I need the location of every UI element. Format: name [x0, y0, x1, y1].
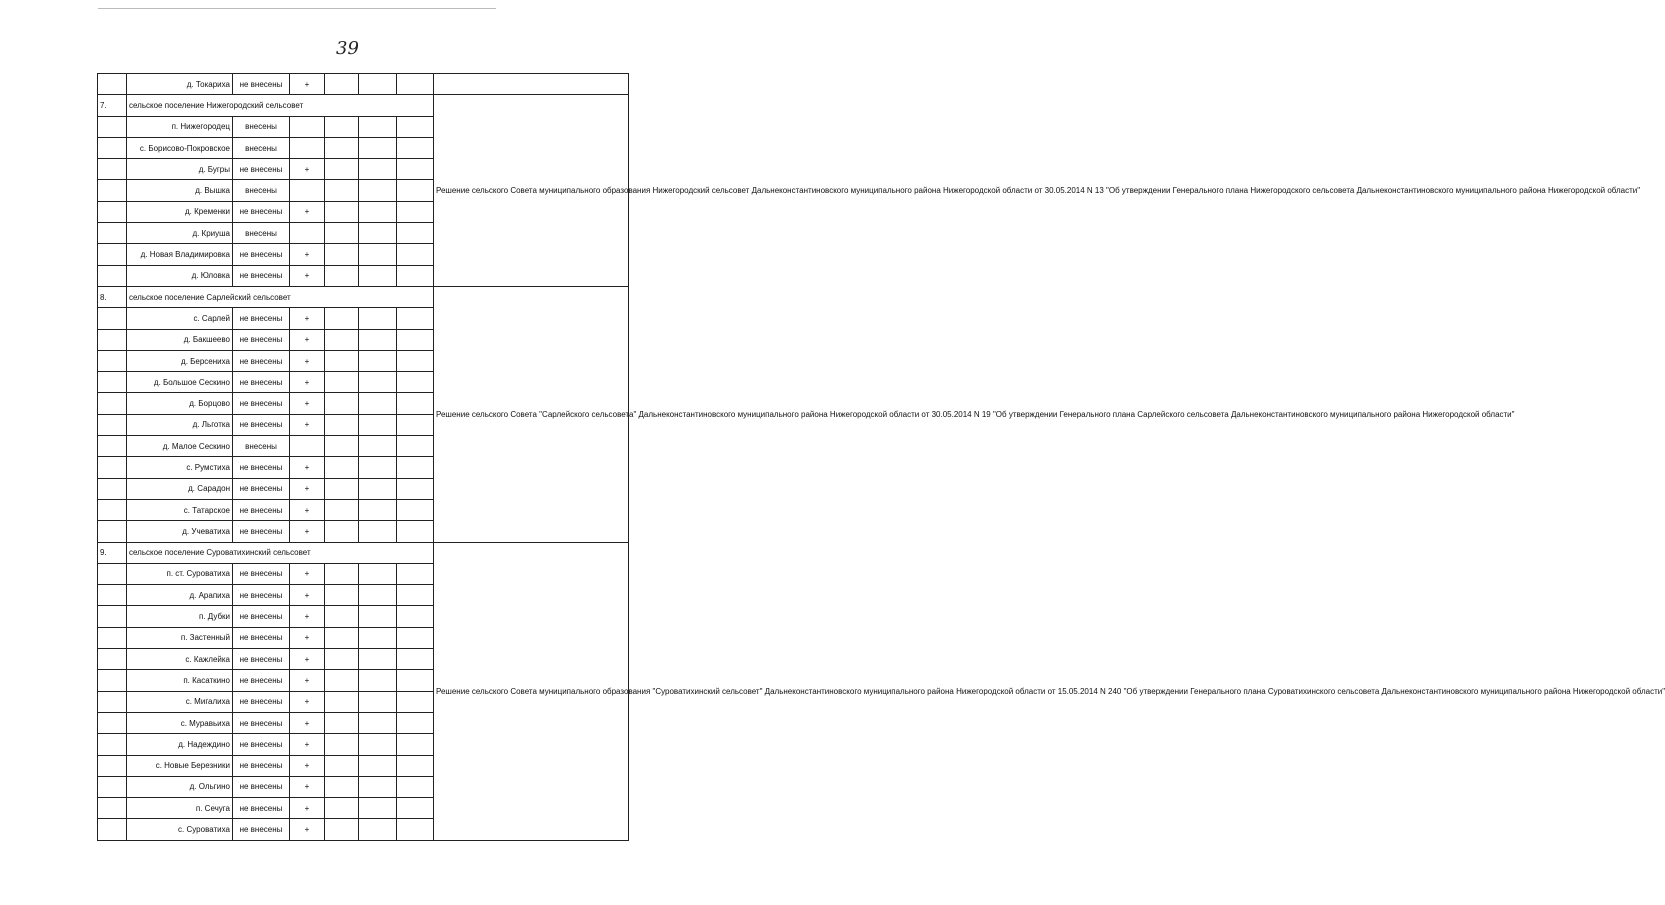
mark-cell: + [290, 74, 325, 95]
status-cell: внесены [233, 436, 290, 457]
locality-name: с. Румстиха [127, 457, 233, 478]
mark-cell: + [290, 265, 325, 286]
empty-cell [325, 244, 359, 265]
empty-cell [359, 712, 397, 733]
status-cell: не внесены [233, 329, 290, 350]
empty-cell [359, 606, 397, 627]
empty-cell [325, 478, 359, 499]
empty-cell [359, 436, 397, 457]
empty-cell [325, 457, 359, 478]
empty-cell [325, 308, 359, 329]
empty-cell [359, 521, 397, 542]
mark-cell: + [290, 457, 325, 478]
mark-cell: + [290, 627, 325, 648]
row-number-cell [98, 627, 127, 648]
empty-cell [325, 265, 359, 286]
empty-cell [359, 819, 397, 840]
empty-cell [359, 649, 397, 670]
section-header-row [98, 286, 629, 307]
status-cell: не внесены [233, 521, 290, 542]
empty-cell [397, 649, 434, 670]
row-number-cell [98, 308, 127, 329]
empty-cell [325, 74, 359, 95]
row-number-cell [98, 350, 127, 371]
row-number-cell [98, 457, 127, 478]
mark-cell: + [290, 329, 325, 350]
section-number: 8. [98, 286, 127, 307]
section-header-row [98, 95, 629, 116]
settlement-name: сельское поселение Сарлейский сельсовет [127, 286, 434, 307]
row-number-cell [98, 755, 127, 776]
locality-name: д. Берсениха [127, 350, 233, 371]
empty-cell [325, 691, 359, 712]
mark-cell: + [290, 819, 325, 840]
empty-cell [325, 223, 359, 244]
mark-cell: + [290, 606, 325, 627]
mark-cell [290, 436, 325, 457]
locality-name: п. Касаткино [127, 670, 233, 691]
empty-cell [397, 798, 434, 819]
locality-name: д. Борцово [127, 393, 233, 414]
mark-cell: + [290, 712, 325, 733]
settlement-name: сельское поселение Суроватихинский сельсовет [127, 542, 434, 563]
mark-cell: + [290, 691, 325, 712]
status-cell: внесены [233, 180, 290, 201]
empty-cell [397, 691, 434, 712]
row-number-cell [98, 819, 127, 840]
row-number-cell [98, 585, 127, 606]
empty-cell [359, 627, 397, 648]
mark-cell: + [290, 563, 325, 584]
empty-cell [397, 670, 434, 691]
empty-cell [325, 606, 359, 627]
locality-name: п. ст. Суроватиха [127, 563, 233, 584]
empty-cell [397, 308, 434, 329]
locality-name: д. Бугры [127, 159, 233, 180]
row-number-cell [98, 499, 127, 520]
empty-cell [397, 393, 434, 414]
mark-cell: + [290, 585, 325, 606]
section-number: 9. [98, 542, 127, 563]
empty-cell [359, 776, 397, 797]
status-cell: не внесены [233, 244, 290, 265]
mark-cell: + [290, 776, 325, 797]
empty-cell [397, 201, 434, 222]
row-number-cell [98, 670, 127, 691]
status-cell: не внесены [233, 265, 290, 286]
locality-name: д. Арапиха [127, 585, 233, 606]
empty-cell [359, 265, 397, 286]
locality-name: с. Суроватиха [127, 819, 233, 840]
empty-cell [325, 734, 359, 755]
status-cell: не внесены [233, 798, 290, 819]
mark-cell: + [290, 372, 325, 393]
status-cell: не внесены [233, 734, 290, 755]
empty-cell [397, 521, 434, 542]
empty-cell [359, 670, 397, 691]
empty-cell [397, 734, 434, 755]
empty-cell [359, 244, 397, 265]
empty-cell [325, 627, 359, 648]
empty-cell [359, 308, 397, 329]
row-number-cell [98, 393, 127, 414]
empty-cell [397, 180, 434, 201]
empty-cell [325, 819, 359, 840]
empty-cell [397, 606, 434, 627]
row-number-cell [98, 776, 127, 797]
empty-cell [359, 563, 397, 584]
empty-cell [397, 499, 434, 520]
mark-cell: + [290, 734, 325, 755]
row-number-cell [98, 201, 127, 222]
locality-name: д. Кременки [127, 201, 233, 222]
empty-cell [359, 798, 397, 819]
mark-cell: + [290, 478, 325, 499]
locality-name: с. Новые Березники [127, 755, 233, 776]
locality-name: с. Борисово-Покровское [127, 137, 233, 158]
status-cell: не внесены [233, 478, 290, 499]
mark-cell [290, 137, 325, 158]
row-number-cell [98, 265, 127, 286]
row-number-cell [98, 137, 127, 158]
page-number: 39 [336, 38, 359, 59]
empty-cell [325, 649, 359, 670]
status-cell: не внесены [233, 755, 290, 776]
table-row [98, 74, 629, 95]
row-number-cell [98, 563, 127, 584]
status-cell: не внесены [233, 670, 290, 691]
row-number-cell [98, 414, 127, 435]
empty-cell [397, 478, 434, 499]
mark-cell [290, 223, 325, 244]
row-number-cell [98, 244, 127, 265]
empty-cell [397, 436, 434, 457]
row-number-cell [98, 116, 127, 137]
status-cell: не внесены [233, 606, 290, 627]
empty-cell [325, 414, 359, 435]
empty-cell [325, 436, 359, 457]
status-cell: не внесены [233, 563, 290, 584]
status-cell: не внесены [233, 627, 290, 648]
empty-cell [397, 585, 434, 606]
locality-name: д. Большое Сескино [127, 372, 233, 393]
empty-cell [325, 776, 359, 797]
status-cell: не внесены [233, 372, 290, 393]
locality-name: с. Муравьиха [127, 712, 233, 733]
empty-cell [359, 755, 397, 776]
locality-name: п. Застенный [127, 627, 233, 648]
status-cell: не внесены [233, 819, 290, 840]
section-number: 7. [98, 95, 127, 116]
mark-cell: + [290, 350, 325, 371]
status-cell: не внесены [233, 159, 290, 180]
locality-name: д. Новая Владимировка [127, 244, 233, 265]
status-cell: не внесены [233, 308, 290, 329]
empty-cell [359, 372, 397, 393]
empty-cell [397, 457, 434, 478]
mark-cell: + [290, 159, 325, 180]
locality-name: д. Льготка [127, 414, 233, 435]
mark-cell: + [290, 755, 325, 776]
empty-cell [325, 585, 359, 606]
empty-cell [397, 372, 434, 393]
empty-cell [325, 755, 359, 776]
empty-cell [325, 563, 359, 584]
status-cell: не внесены [233, 712, 290, 733]
locality-name: с. Сарлей [127, 308, 233, 329]
status-cell: внесены [233, 223, 290, 244]
mark-cell: + [290, 649, 325, 670]
empty-cell [397, 159, 434, 180]
status-cell: внесены [233, 116, 290, 137]
status-cell: не внесены [233, 74, 290, 95]
locality-name: д. Криуша [127, 223, 233, 244]
status-cell: не внесены [233, 649, 290, 670]
empty-cell [325, 201, 359, 222]
row-number-cell [98, 521, 127, 542]
empty-cell [325, 116, 359, 137]
resolution-text: Решение сельского Совета муниципального образования Нижегородский сельсовет Дальнеконстантиновского муниципального района Нижегородской области от 30.05.2014 N 13 "Об утверждении Генерального плана Нижегородского сельсовета Дальнеконстантиновского муниципального района Нижегородской области" [434, 95, 629, 287]
empty-cell [359, 180, 397, 201]
locality-name: д. Вышка [127, 180, 233, 201]
empty-cell [359, 329, 397, 350]
empty-cell [359, 414, 397, 435]
locality-name: д. Сарадон [127, 478, 233, 499]
row-number-cell [98, 734, 127, 755]
empty-cell [359, 393, 397, 414]
mark-cell: + [290, 798, 325, 819]
status-cell: не внесены [233, 350, 290, 371]
mark-cell: + [290, 308, 325, 329]
empty-cell [397, 137, 434, 158]
status-cell: не внесены [233, 585, 290, 606]
empty-cell [359, 159, 397, 180]
row-number-cell [98, 798, 127, 819]
mark-cell: + [290, 201, 325, 222]
row-number-cell [98, 223, 127, 244]
row-number-cell [98, 329, 127, 350]
top-rule [98, 8, 496, 9]
row-number-cell [98, 606, 127, 627]
status-cell: не внесены [233, 414, 290, 435]
empty-cell [397, 627, 434, 648]
empty-cell [359, 457, 397, 478]
empty-cell [397, 776, 434, 797]
status-cell: не внесены [233, 393, 290, 414]
empty-cell [325, 137, 359, 158]
empty-cell [397, 329, 434, 350]
status-cell: не внесены [233, 691, 290, 712]
document-cell [434, 74, 629, 95]
mark-cell: + [290, 244, 325, 265]
mark-cell [290, 180, 325, 201]
empty-cell [397, 244, 434, 265]
status-cell: внесены [233, 137, 290, 158]
settlement-name: сельское поселение Нижегородский сельсовет [127, 95, 434, 116]
empty-cell [325, 521, 359, 542]
locality-name: д. Ольгино [127, 776, 233, 797]
empty-cell [359, 499, 397, 520]
section-header-row [98, 542, 629, 563]
empty-cell [325, 798, 359, 819]
locality-name: д. Надеждино [127, 734, 233, 755]
empty-cell [325, 329, 359, 350]
empty-cell [325, 670, 359, 691]
locality-name: д. Юловка [127, 265, 233, 286]
empty-cell [359, 478, 397, 499]
empty-cell [359, 734, 397, 755]
mark-cell: + [290, 393, 325, 414]
locality-name: д. Токариха [127, 74, 233, 95]
empty-cell [325, 712, 359, 733]
locality-name: д. Учеватиха [127, 521, 233, 542]
resolution-text: Решение сельского Совета муниципального образования "Суроватихинский сельсовет" Дальнеконстантиновского муниципального района Нижегородской области от 15.05.2014 N 240 "Об утверждении Генерального плана Суроватихинского сельсовета Дальнеконстантиновского муниципального района Нижегородской области" [434, 542, 629, 840]
locality-name: д. Малое Сескино [127, 436, 233, 457]
row-number-cell [98, 649, 127, 670]
row-number-cell [98, 372, 127, 393]
row-number-cell [98, 691, 127, 712]
empty-cell [397, 223, 434, 244]
locality-name: с. Мигалиха [127, 691, 233, 712]
empty-cell [359, 137, 397, 158]
empty-cell [325, 350, 359, 371]
mark-cell: + [290, 414, 325, 435]
locality-name: п. Сечуга [127, 798, 233, 819]
empty-cell [359, 585, 397, 606]
locality-name: с. Кажлейка [127, 649, 233, 670]
locality-name: п. Нижегородец [127, 116, 233, 137]
empty-cell [397, 563, 434, 584]
empty-cell [397, 712, 434, 733]
mark-cell: + [290, 670, 325, 691]
empty-cell [325, 393, 359, 414]
empty-cell [325, 372, 359, 393]
empty-cell [359, 116, 397, 137]
empty-cell [359, 691, 397, 712]
empty-cell [359, 201, 397, 222]
empty-cell [397, 265, 434, 286]
empty-cell [359, 350, 397, 371]
empty-cell [397, 74, 434, 95]
empty-cell [325, 159, 359, 180]
empty-cell [397, 414, 434, 435]
empty-cell [359, 223, 397, 244]
row-number-cell [98, 712, 127, 733]
row-number-cell [98, 478, 127, 499]
locality-name: с. Татарское [127, 499, 233, 520]
row-number-cell [98, 180, 127, 201]
row-number-cell [98, 74, 127, 95]
empty-cell [397, 350, 434, 371]
status-cell: не внесены [233, 499, 290, 520]
settlements-table-body [98, 74, 1665, 841]
status-cell: не внесены [233, 457, 290, 478]
row-number-cell [98, 436, 127, 457]
mark-cell: + [290, 521, 325, 542]
mark-cell: + [290, 499, 325, 520]
empty-cell [325, 180, 359, 201]
empty-cell [359, 74, 397, 95]
resolution-text: Решение сельского Совета "Сарлейского сельсовета" Дальнеконстантиновского муниципального района Нижегородской области от 30.05.2014 N 19 "Об утверждении Генерального плана Сарлейского сельсовета Дальнеконстантиновского муниципального района Нижегородской области" [434, 286, 629, 542]
status-cell: не внесены [233, 776, 290, 797]
empty-cell [397, 819, 434, 840]
empty-cell [325, 499, 359, 520]
locality-name: п. Дубки [127, 606, 233, 627]
mark-cell [290, 116, 325, 137]
settlements-table [97, 73, 1665, 841]
status-cell: не внесены [233, 201, 290, 222]
empty-cell [397, 116, 434, 137]
row-number-cell [98, 159, 127, 180]
locality-name: д. Бакшеево [127, 329, 233, 350]
empty-cell [397, 755, 434, 776]
